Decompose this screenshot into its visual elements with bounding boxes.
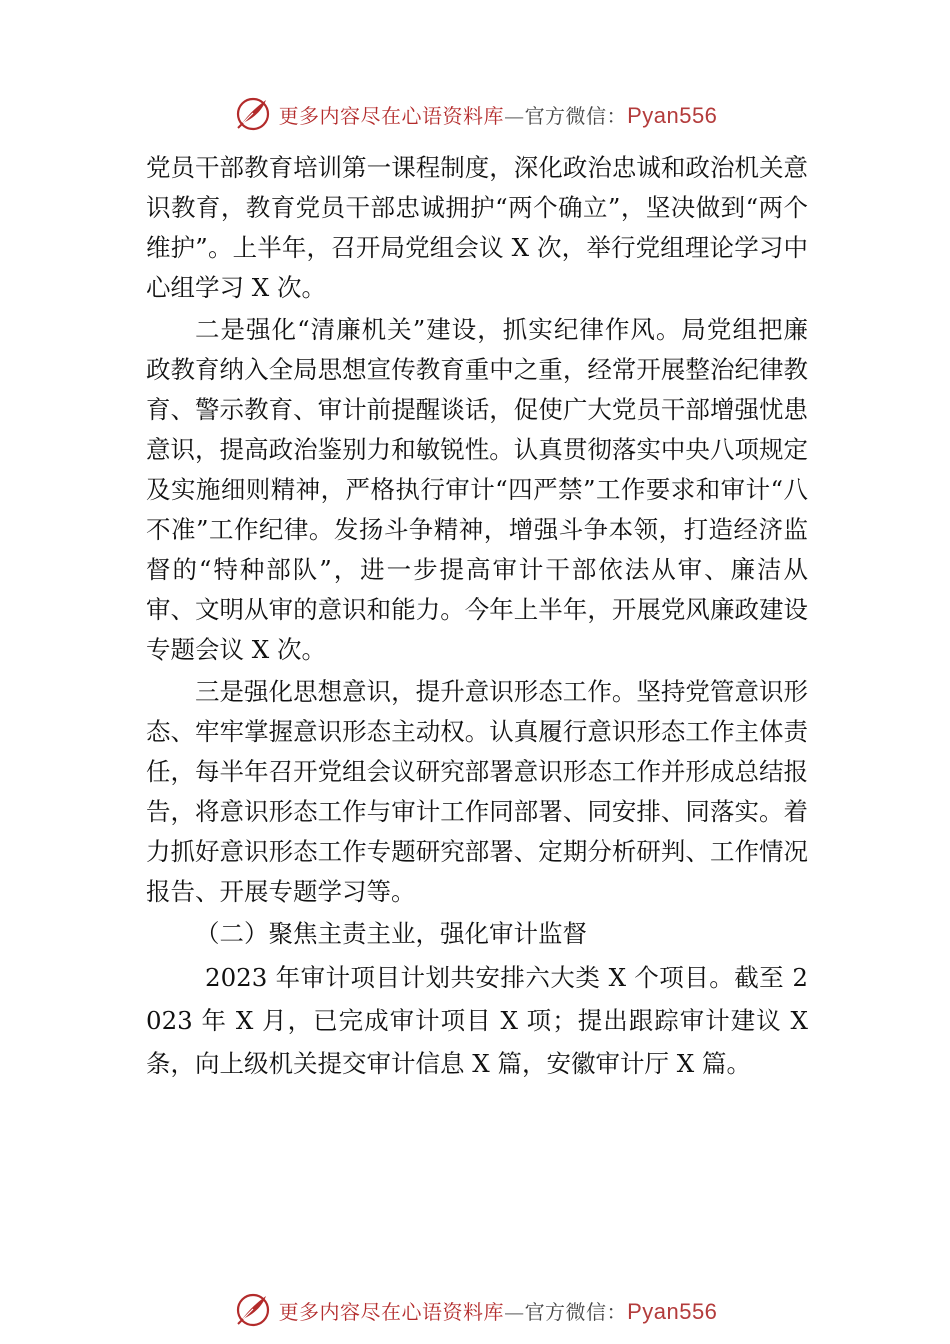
watermark-wechat-id: Pyan556 — [627, 1298, 718, 1324]
quill-logo-icon — [233, 94, 273, 134]
quill-logo-icon — [233, 1290, 273, 1330]
paragraph-3: 三是强化思想意识，提升意识形态工作。坚持党管意识形态、牢牢掌握意识形态主动权。认真履行意识形态工作主体责任，每半年召开党组会议研究部署意识形态工作并形成总结报告，将意识形态工作与审计工作同部署、同安排、同落实。着力抓好意识形态工作专题研究部署、定期分析研判、工作情况报告、开展专题学习等。 — [146, 677, 808, 906]
watermark-label: 官方微信： — [524, 103, 628, 128]
paragraph-2: 二是强化“清廉机关”建设，抓实纪律作风。局党组把廉政教育纳入全局思想宣传教育重中之重，经常开展整治纪律教育、警示教育、审计前提醒谈话，促使广大党员干部增强忧患意识，提高政治鉴别力和敏锐性。认真贯彻落实中央八项规定及实施细则精神，严格执行审计“四严禁”工作要求和审计“八不准”工作纪律。发扬斗争精神，增强斗争本领，打造经济监督的“特种部队”，进一步提高审计干部依法从审、廉洁从审、文明从审的意识和能力。今年上半年，开展党风廉政建设专题会议 X 次。 — [146, 315, 808, 664]
watermark-text — [279, 1296, 718, 1325]
paragraph-4: 2023 年审计项目计划共安排六大类 X 个项目。截至 2023 年 X 月，已完成审计项目 X 项；提出跟踪审计建议 X 条，向上级机关提交审计信息 X 篇，安徽审计厅 X 篇。 — [146, 963, 808, 1078]
watermark-wechat-id: Pyan556 — [627, 102, 718, 128]
section-heading: （二）聚焦主责主业，强化审计监督 — [195, 919, 587, 948]
footer-watermark — [0, 1288, 950, 1332]
watermark-separator: — — [504, 1299, 525, 1324]
watermark-text — [279, 100, 718, 129]
watermark-prefix: 更多内容尽在心语资料库 — [278, 1299, 505, 1324]
paragraph-1: 党员干部教育培训第一课程制度，深化政治忠诚和政治机关意识教育，教育党员干部忠诚拥护“两个确立”，坚决做到“两个维护”。上半年，召开局党组会议 X 次，举行党组理论学习中心组学习 X 次。 — [146, 153, 808, 302]
document-body — [146, 148, 808, 1085]
watermark-separator: — — [504, 103, 525, 128]
header-watermark — [0, 92, 950, 136]
watermark-prefix: 更多内容尽在心语资料库 — [278, 103, 505, 128]
watermark-label: 官方微信： — [524, 1299, 628, 1324]
